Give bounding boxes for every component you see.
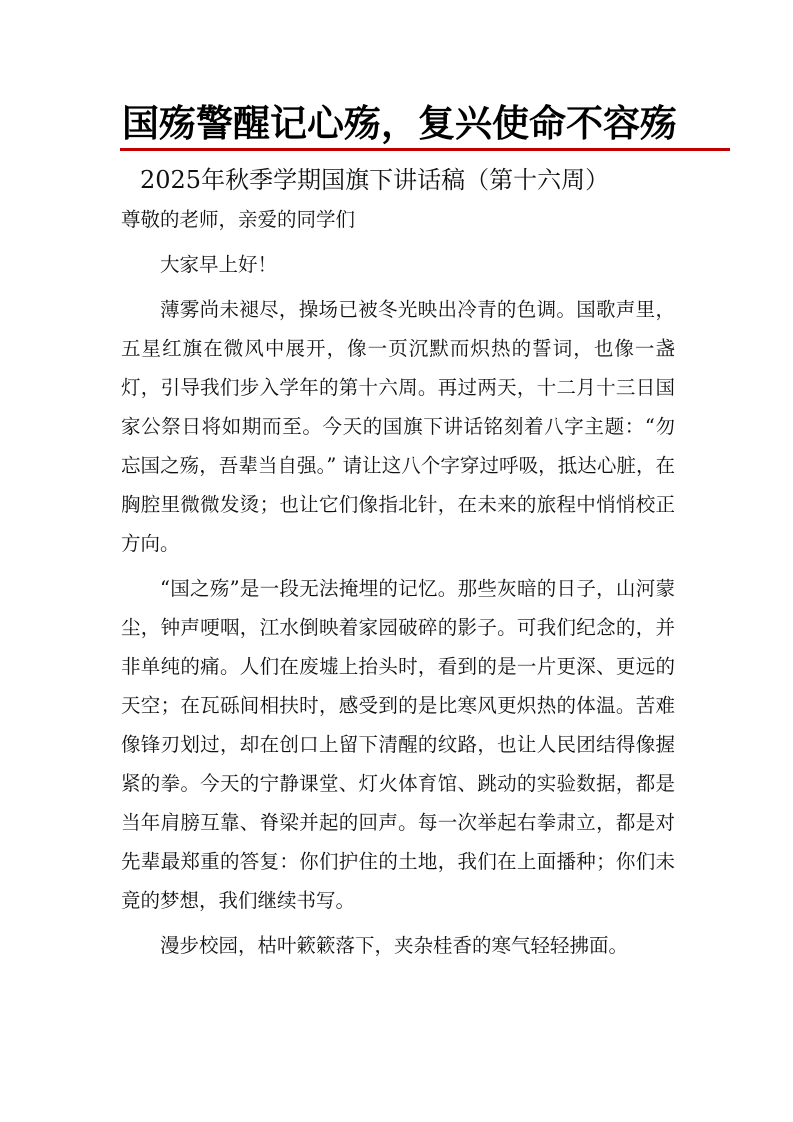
paragraph-2: “国之殇”是一段无法掩埋的记忆。那些灰暗的日子，山河蒙尘，钟声哽咽，江水倒映着家园破碎的影子。可我们纪念的，并非单纯的痛。人们在废墟上抬头时，看到的是一片更深、更远的天空；在瓦砾间相扶时，感受到的是比寒风更炽热的体温。苦难像锋刃划过，却在创口上留下清醒的纹路，也让人民团结得像握紧的拳。今天的宁静课堂、灯火体育馆、跳动的实验数据，都是当年肩膀互靠、脊梁并起的回声。每一次举起右拳肃立，都是对先辈最郑重的答复：你们护住的土地，我们在上面播种；你们未竟的梦想，我们继续书写。	[121, 577, 675, 912]
document-subtitle: 2025年秋季学期国旗下讲话稿（第十六周）	[140, 166, 610, 194]
greeting: 大家早上好！	[160, 253, 278, 276]
speech-body	[121, 200, 675, 971]
salutation: 尊敬的老师，亲爱的同学们	[121, 208, 356, 231]
title-underline-rule	[120, 148, 730, 151]
paragraph-3: 漫步校园，枯叶簌簌落下，夹杂桂香的寒气轻轻拂面。	[160, 934, 629, 957]
document-title: 国殇警醒记心殇，复兴使命不容殇	[122, 102, 677, 145]
paragraph-1: 薄雾尚未褪尽，操场已被冬光映出冷青的色调。国歌声里，五星红旗在微风中展开，像一页沉默而炽热的誓词，也像一盏灯，引导我们步入学年的第十六周。再过两天，十二月十三日国家公祭日将如期而至。今天的国旗下讲话铭刻着八字主题：“勿忘国之殇，吾辈当自强。” 请让这八个字穿过呼吸，抵达心脏，在胸腔里微微发烫；也让它们像指北针，在未来的旅程中悄悄校正方向。	[121, 298, 675, 555]
